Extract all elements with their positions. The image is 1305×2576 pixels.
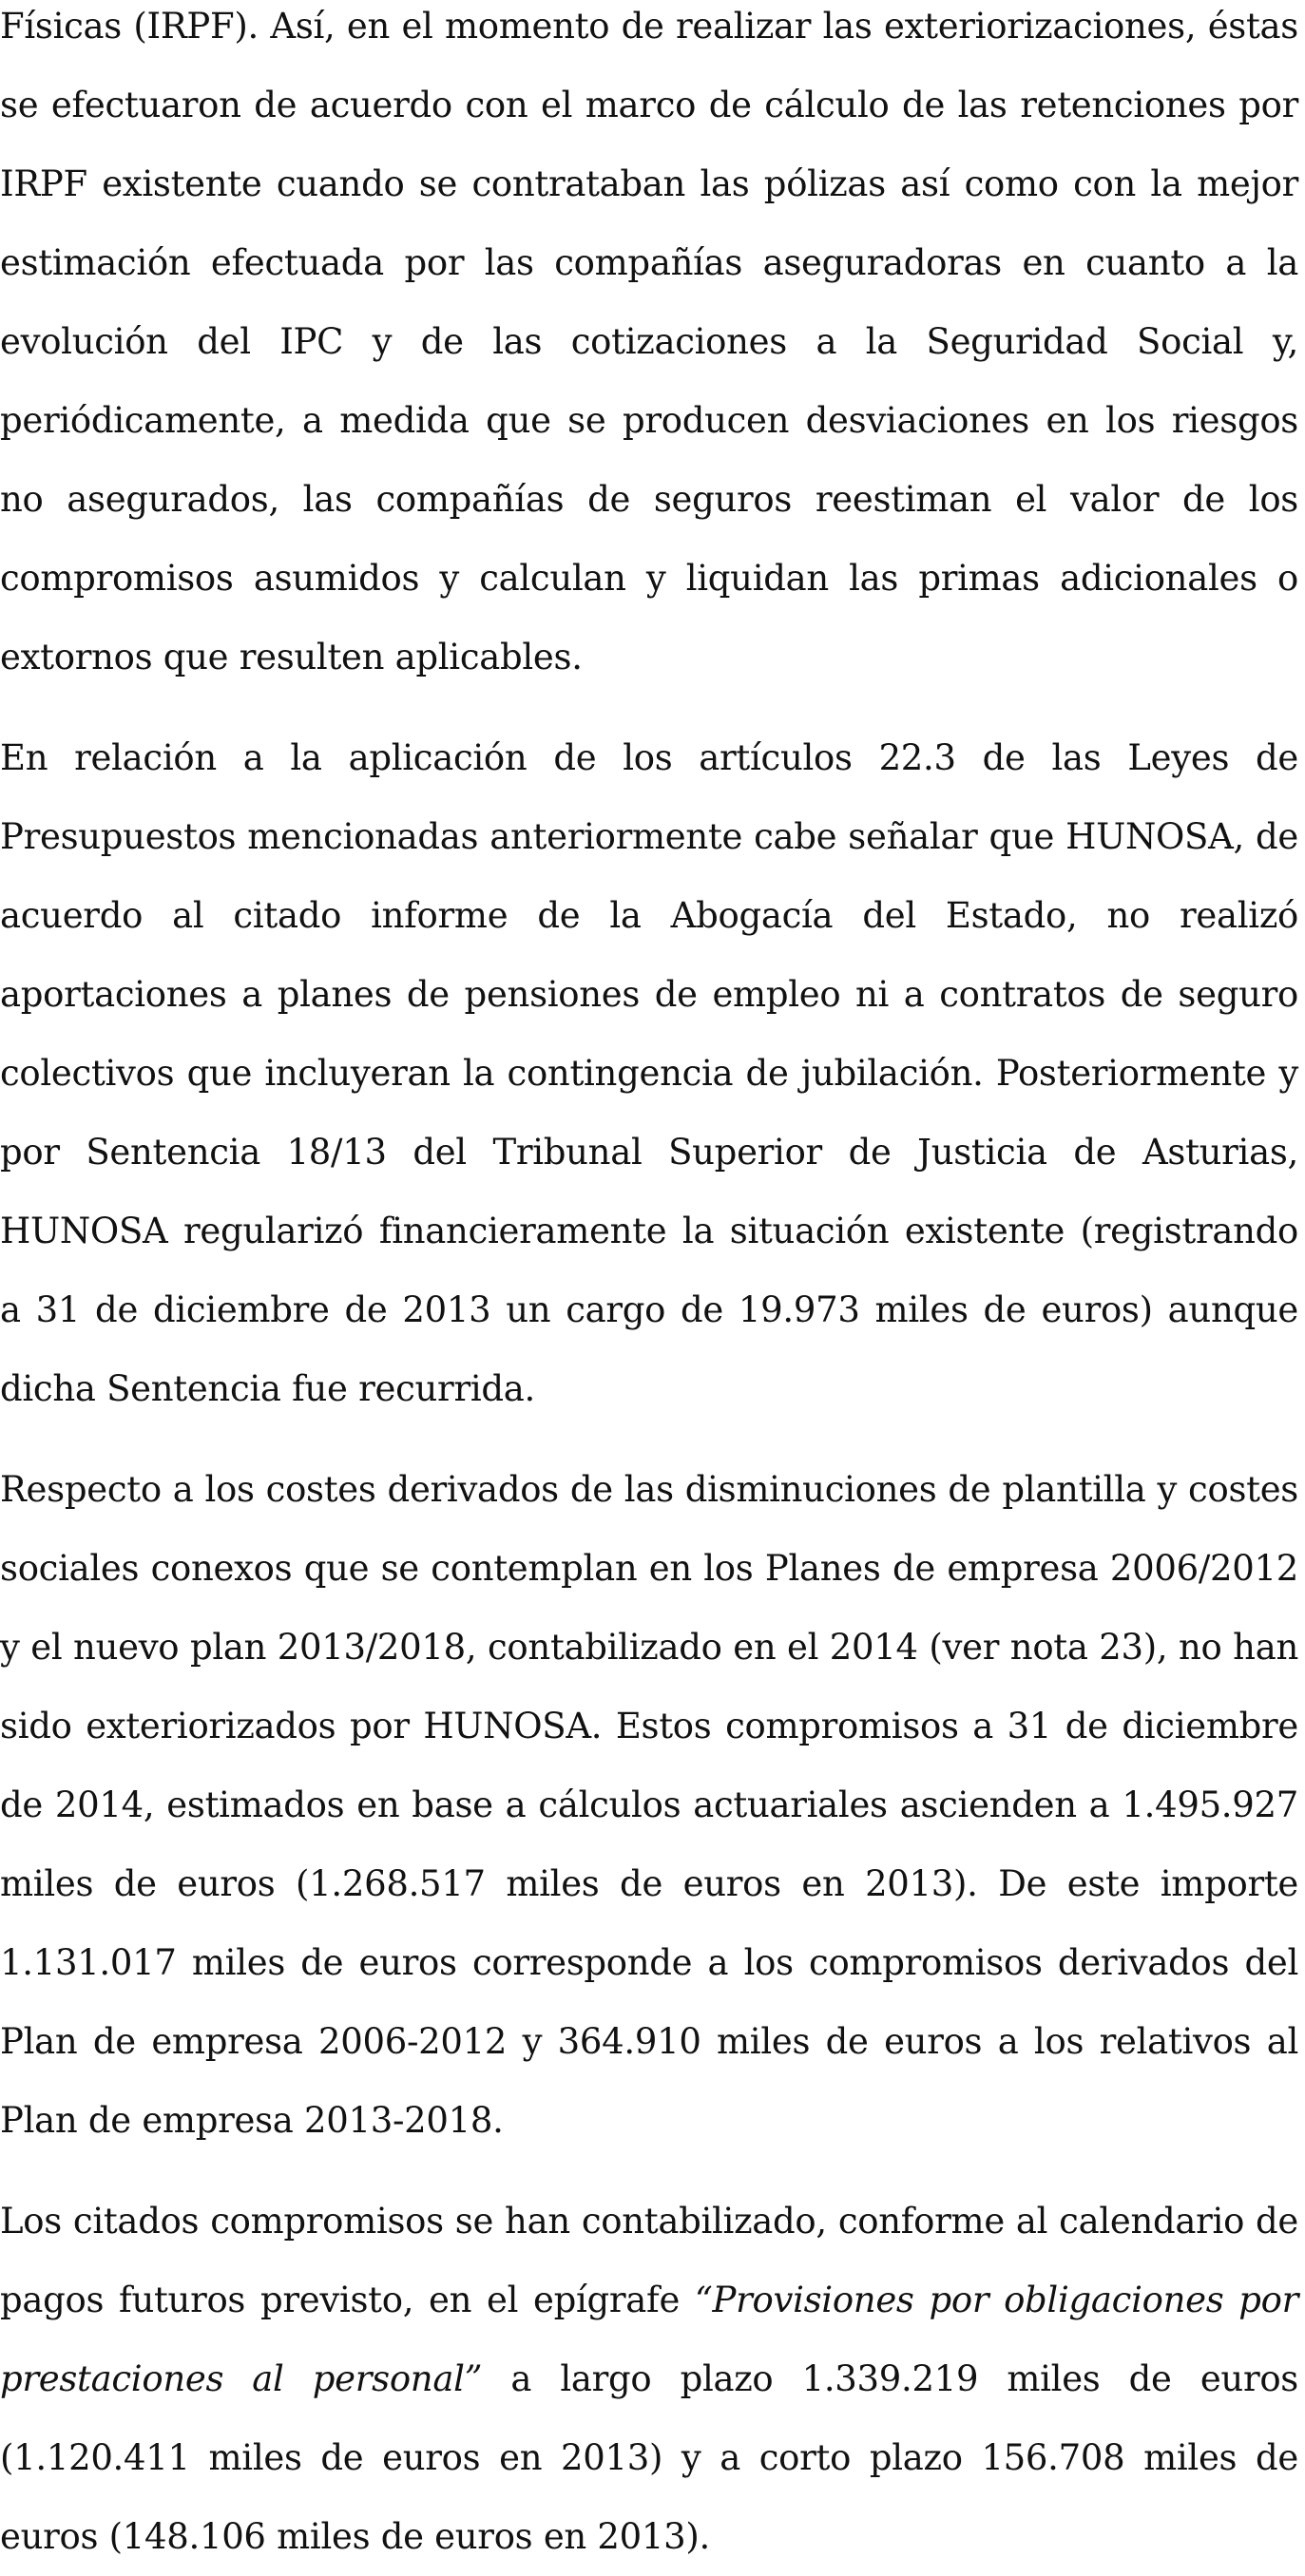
paragraph-irpf-exteriorizations: Físicas (IRPF). Así, en el momento de realizar las exteriorizaciones, éstas se efectuaron de acuerdo con el marco de cálculo de las retenciones por IRPF existente cuando se contrataban las pólizas así como con la mejor estimación efectuada por las compañías aseguradoras en cuanto a la evolución del IPC y de las cotizaciones a la Seguridad Social y, periódicamente, a medida que se producen desviaciones en los riesgos no asegurados, las compañías de seguros reestiman el valor de los compromisos asumidos y calculan y liquidan las primas adicionales o extornos que resulten aplicables. <box>0 6 1298 677</box>
paragraph-articles-22-3: En relación a la aplicación de los artículos 22.3 de las Leyes de Presupuestos mencionadas anteriormente cabe señalar que HUNOSA, de acuerdo al citado informe de la Abogacía del Estado, no realizó aportaciones a planes de pensiones de empleo ni a contratos de seguro colectivos que incluyeran la contingencia de jubilación. Posteriormente y por Sentencia 18/13 del Tribunal Superior de Justicia de Asturias, HUNOSA regularizó financieramente la situación existente (registrando a 31 de diciembre de 2013 un cargo de 19.973 miles de euros) aunque dicha Sentencia fue recurrida. <box>0 737 1298 1409</box>
paragraph-provisions-epigraph: “Provisiones por obligaciones por prestaciones al personal” <box>0 2280 1298 2399</box>
paragraph-provisions-lead: Los citados compromisos se han contabilizado, conforme al calendario de pagos futuros previsto, en el epígrafe <box>0 2201 1298 2320</box>
paragraph-provisions <box>0 2182 1298 2576</box>
paragraph-staff-reduction-costs: Respecto a los costes derivados de las disminuciones de plantilla y costes sociales conexos que se contemplan en los Planes de empresa 2006/2012 y el nuevo plan 2013/2018, contabilizado en el 2014 (ver nota 23), no han sido exteriorizados por HUNOSA. Estos compromisos a 31 de diciembre de 2014, estimados en base a cálculos actuariales ascienden a 1.495.927 miles de euros (1.268.517 miles de euros en 2013). De este importe 1.131.017 miles de euros corresponde a los compromisos derivados del Plan de empresa 2006-2012 y 364.910 miles de euros a los relativos al Plan de empresa 2013-2018. <box>0 1469 1298 2141</box>
paragraph-provisions-tail: a largo plazo 1.339.219 miles de euros (1.120.411 miles de euros en 2013) y a corto plazo 156.708 miles de euros (148.106 miles de euros en 2013). <box>0 2358 1298 2557</box>
